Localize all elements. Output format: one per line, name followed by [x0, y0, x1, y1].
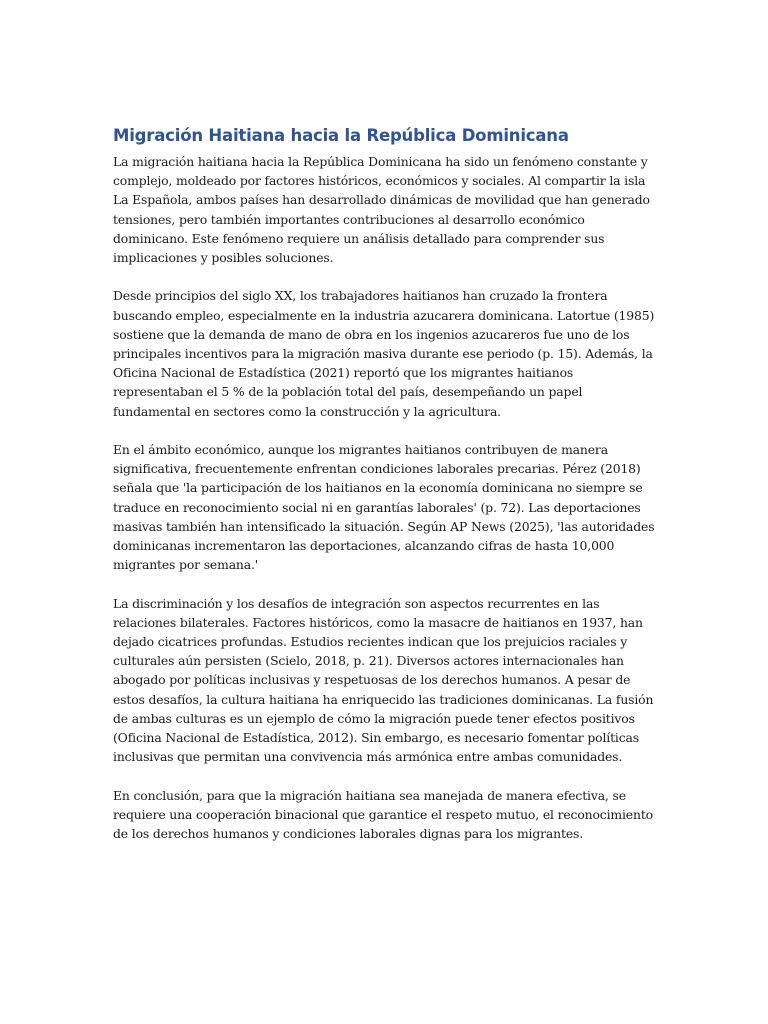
paragraph-economy: En el ámbito económico, aunque los migrantes haitianos contribuyen de manera significativa, frecuentemente enfrentan condiciones laborales precarias. Pérez (2018) señala que 'la participación de los haitianos en la economía dominicana no siempre se traduce en reconocimiento social ni en garantías laborales' (p. 72). Las deportaciones masivas también han intensificado la situación. Según AP News (2025), 'las autoridades dominicanas incrementaron las deportaciones, alcanzando cifras de hasta 10,000 migrantes por semana.' [113, 442, 655, 573]
paragraph-history: Desde principios del siglo XX, los trabajadores haitianos han cruzado la frontera buscando empleo, especialmente en la industria azucarera dominicana. Latortue (1985) sostiene que la demanda de mano de obra en los ingenios azucareros fue uno de los principales incentivos para la migración masiva durante ese periodo (p. 15). Además, la Oficina Nacional de Estadística (2021) reportó que los migrantes haitianos representaban el 5 % de la población total del país, desempeñando un papel fundamental en sectores como la construcción y la agricultura. [113, 288, 655, 419]
paragraph-intro: La migración haitiana hacia la República Dominicana ha sido un fenómeno constante y complejo, moldeado por factores históricos, económicos y sociales. Al compartir la isla La Española, ambos países han desarrollado dinámicas de movilidad que han generado tensiones, pero también importantes contribuciones al desarrollo económico dominicano. Este fenómeno requiere un análisis detallado para comprender sus implicaciones y posibles soluciones. [113, 154, 650, 266]
document-page [113, 124, 658, 862]
paragraph-conclusion: En conclusión, para que la migración haitiana sea manejada de manera efectiva, se requiere una cooperación binacional que garantice el respeto mutuo, el reconocimiento de los derechos humanos y condiciones laborales dignas para los migrantes. [113, 787, 653, 842]
paragraph-discrimination: La discriminación y los desafíos de integración son aspectos recurrentes en las relaciones bilaterales. Factores históricos, como la masacre de haitianos en 1937, han dejado cicatrices profundas. Estudios recientes indican que los prejuicios raciales y culturales aún persisten (Scielo, 2018, p. 21). Diversos actores internacionales han abogado por políticas inclusivas y respetuosas de los derechos humanos. A pesar de estos desafíos, la cultura haitiana ha enriquecido las tradiciones dominicanas. La fusión de ambas culturas es un ejemplo de cómo la migración puede tener efectos positivos (Oficina Nacional de Estadística, 2012). Sin embargo, es necesario fomentar políticas inclusivas que permitan una convivencia más armónica entre ambas comunidades. [113, 595, 654, 765]
document-title: Migración Haitiana hacia la República Dominicana [113, 126, 569, 145]
